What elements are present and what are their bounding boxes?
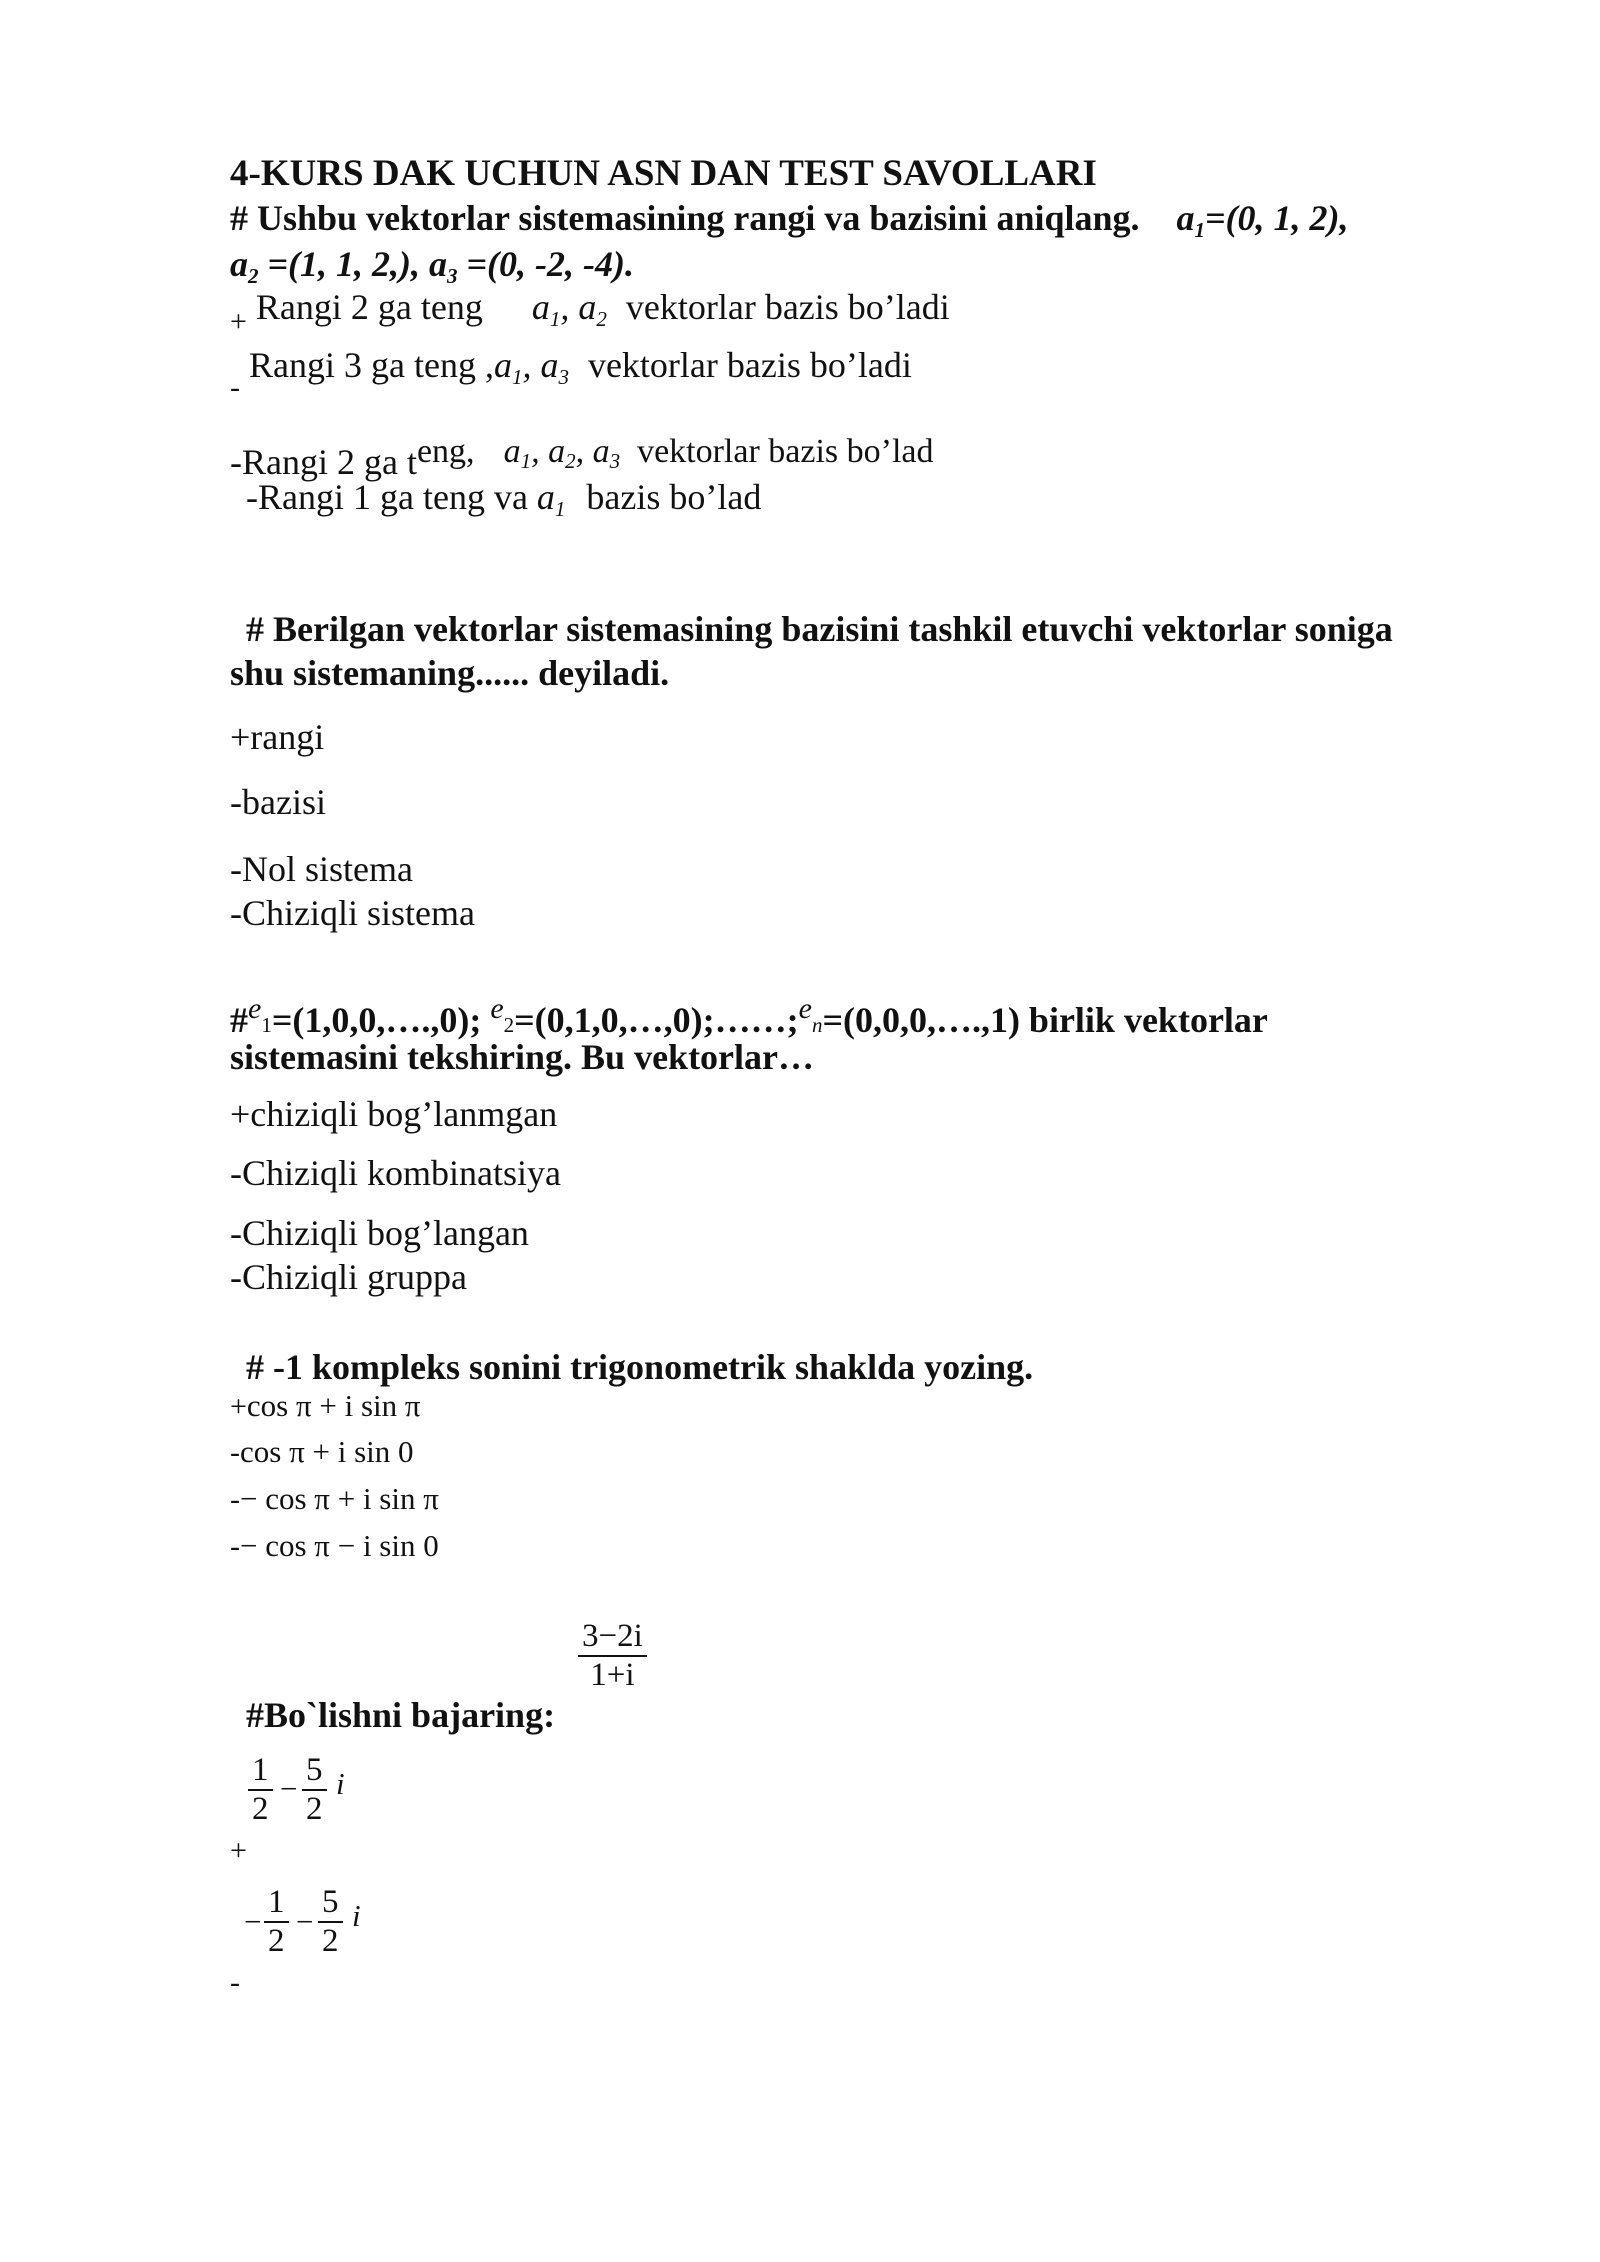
question-1-option-3: -Rangi 2 ga teng, a1, a2, a3 vektorlar bazis bo’lad — [230, 433, 934, 482]
question-1-text: # Ushbu vektorlar sistemasining rangi va bazisini aniqlang. — [230, 198, 1140, 238]
question-1: # Ushbu vektorlar sistemasining rangi va bazisini aniqlang. a1=(0, 1, 2), — [230, 198, 1349, 242]
q5-opt2-frac2: $\frac{5}{2}$ — [318, 1884, 343, 1960]
question-3-option-2: -Chiziqli kombinatsiya — [230, 1153, 561, 1193]
question-1-option-4: -Rangi 1 ga teng va a1 bazis bo’lad — [246, 477, 762, 521]
question-4-option-4: -− cos π − i sin 0 — [230, 1528, 439, 1563]
question-4-option-3: -− cos π + i sin π — [230, 1481, 439, 1516]
question-3-option-1: +chiziqli bog’lanmgan — [230, 1094, 558, 1134]
q5-opt1-frac1: $\frac{1}{2}$ — [248, 1752, 273, 1828]
page-title: 4-KURS DAK UCHUN ASN DAN TEST SAVOLLARI — [230, 153, 1097, 194]
question-3-option-4: -Chiziqli gruppa — [230, 1257, 467, 1297]
question-4-option-1: +cos π + i sin π — [230, 1388, 421, 1423]
question-5-option-2-mark: - — [230, 1966, 240, 1999]
q5-opt2-i: i — [352, 1898, 361, 1933]
q5-opt2-frac1: $\frac{1}{2}$ — [264, 1884, 289, 1960]
q5-opt1-i: i — [336, 1766, 345, 1801]
question-5-fraction: $\frac{3-2i}{1+i}$ — [578, 1618, 647, 1694]
question-4-text: # -1 kompleks sonini trigonometrik shaklda yozing. — [246, 1347, 1034, 1387]
question-4-option-2: -cos π + i sin 0 — [230, 1434, 414, 1469]
question-3-text-cont: sistemasini tekshiring. Bu vektorlar… — [230, 1037, 815, 1077]
question-2-text: # Berilgan vektorlar sistemasining bazisini tashkil etuvchi vektorlar soniga — [246, 609, 1393, 649]
question-1-vectors: a2 =(1, 1, 2,), a3 =(0, -2, -4). — [230, 244, 634, 288]
question-2-option-3: -Nol sistema — [230, 849, 413, 889]
q5-opt1-frac2: $\frac{5}{2}$ — [302, 1752, 327, 1828]
question-5-option-1-mark: + — [230, 1834, 247, 1867]
q5-opt1-op: − — [280, 1771, 298, 1806]
question-3-option-3: -Chiziqli bog’langan — [230, 1213, 529, 1253]
question-1-option-2: $_-$ Rangi 3 ga teng ,a1, a3 vektorlar bazis bo’ladi — [230, 345, 912, 404]
question-2-option-4: -Chiziqli sistema — [230, 893, 475, 933]
question-3-text: #$^e$1=(1,0,0,….,0); $^e$2=(0,1,0,…,0);……;$^e$n=(0,0,0,….,1) birlik vektorlar — [230, 992, 1268, 1040]
question-2-option-2: -bazisi — [230, 782, 326, 822]
question-2-option-1: +rangi — [230, 717, 325, 757]
question-5-text: #Bo`lishni bajaring: — [246, 1695, 556, 1735]
q5-opt2-op: − — [296, 1904, 314, 1939]
q5-opt2-minus: − — [244, 1904, 262, 1939]
question-1-option-1: $_+$ Rangi 2 ga teng a1, a2 vektorlar bazis bo’ladi — [230, 287, 950, 338]
question-2-text-cont: shu sistemaning...... deyiladi. — [230, 653, 670, 693]
